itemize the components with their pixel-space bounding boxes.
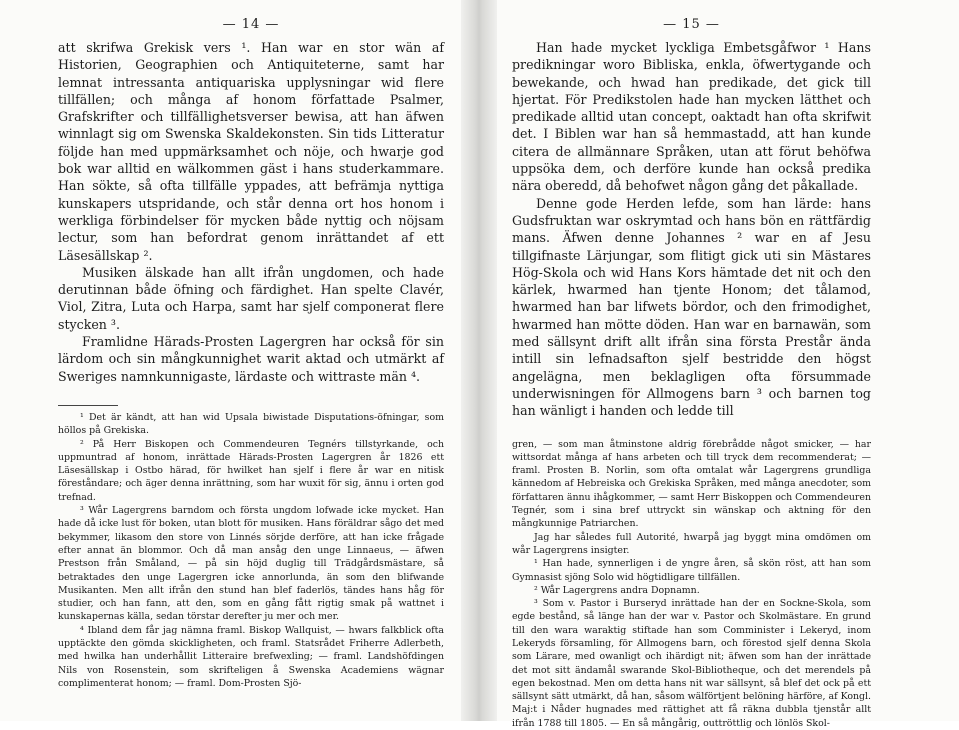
footnote: gren, — som man åtminstone aldrig förebrådde något smicker, — har wittsordat många af hans arbeten och till tryck dem recommenderat; — framl. Prosten B. Norlin, som ofta omtalat wår Lagergrens grundliga kännedom af Hebreiska och Grekiska Språken, med många anecdoter, som författaren ännu ihågkommer, — samt Herr Biskoppen och Commendeuren Tegnér, som i sina bref uttryckt sin wänskap och aktning för den mångkunnige Patriarchen. (512, 438, 871, 530)
body-text (512, 39, 871, 420)
footnote: ³ Wår Lagergrens barndom och första ungdom lofwade icke mycket. Han hade då icke lust för boken, utan blott för musiken. Hans föräldrar sågo det med bekymmer, likasom den store von Linnés sörjde derföre, att han icke frågade efter annat än blommor. Och då man ansåg den unge Linnaeus, — äfwen Prestson från Småland, — på sin höjd duglig till Trädgårdsmästare, så betraktades den unge Lagergren icke annorlunda, än som den blifwande Musikanten. Men allt ifrån den stund han blef faderlös, tändes hans håg för studier, och han fann, att den, som en gång fått rigtig smak på wattnet i kunskapernas källa, sedan törstar derefter ju mer och mer. (58, 505, 444, 623)
page-number: — 15 — (663, 17, 720, 32)
footnote: ³ Som v. Pastor i Burseryd inrättade han der en Sockne-Skola, som egde bestånd, så länge han der war v. Pastor och Skolmästare. En grund till den wara waraktig stiftade han som Comminister i Lekeryd, inom Lekeryds församling, för Allmogens barn, och förestod sjelf denna Skola som Lärare, med owanligt och ihärdigt nit; äfwen som han der inrättade det mot sitt ändamål swarande Skol-Bibliotheque, och det merendels på egen bekostnad. Men om detta hans nit war sällsynt, så blef det ock på ett sällsynt sätt utmärkt, då han, såsom wälförtjent belöning härföre, af Kongl. Maj:t i Nåder hugnades med rättighet att få räkna dubbla tjenstår allt ifrån 1788 till 1805. — En så mångårig, outtröttlig och lönlös Skol- (512, 598, 871, 729)
paragraph: Han hade mycket lyckliga Embetsgåfwor ¹ Hans predikningar woro Bibliska, enkla, öfwertygande och bewekande, och hwad han predikade, det gick till hjertat. För Predikstolen hade han mycken lätthet och predikade alltid utan concept, oaktadt han ofta skrifwit det. I Biblen war han så hemmastadd, att han kunde citera de allmännare Språken, utan att förut behöfwa uppsöka dem, och derföre kunde han också predika nära oberedd, då behofwet någon gång det påkallade. (512, 40, 871, 194)
page-number: — 14 — (222, 17, 280, 32)
footnote: ² På Herr Biskopen och Commendeuren Tegnérs tillstyrkande, och uppmuntrad af honom, inrättade Härads-Prosten Lagergren år 1826 ett Läsesällskap i Ostbo härad, för hwilket han sjelf i flere år war en nitisk föreståndare; och äger denna inrättning, som har wuxit för sig, ännu i orten god trefnad. (58, 438, 444, 503)
paragraph: Musiken älskade han allt ifrån ungdomen, och hade derutinnan både öfning och färdighet. Han spelte Clavér, Viol, Zitra, Luta och Harpa, samt har sjelf componerat flere stycken ³. (58, 264, 444, 332)
footnote: ² Wår Lagergrens andra Dopnamn. (534, 584, 700, 596)
footnote: ¹ Det är kändt, att han wid Upsala biwistade Disputations-öfningar, som höllos på Grekiska. (58, 411, 444, 437)
footnote-rule (58, 405, 118, 406)
paragraph: att skrifwa Grekisk vers ¹. Han war en stor wän af Historien, Geographien och Antiquiteterne, samt har lemnat intressanta antiquariska upplysningar wid flere tillfällen; och många af honom författade Psalmer, Grafskrifter och tillfällighetsverser bewisa, att han äfwen winnlagt sig om Swenska Skaldekonsten. Sin tids Litteratur följde han med uppmärksamhet och nöje, och hwarje god bok war alltid en wälkommen gäst i hans studerkammare. Han sökte, så ofta tillfälle yppades, att befrämja nyttiga kunskapers utspridande, och står denna ort hos honom i werkliga förbindelser för mycken både nyttig och nöjsam lectur, som han befordrat genom inrättandet af ett Läsesällskap ². (58, 40, 444, 263)
footnote: Jag har således full Autorité, hwarpå jag byggt mina omdömen om wår Lagergrens insigter. (512, 531, 871, 556)
footnotes (512, 438, 871, 730)
paragraph: Denne gode Herden lefde, som han lärde: hans Gudsfruktan war oskrymtad och hans bön en rättfärdig mans. Äfwen denne Johannes ² war en af Jesu tillgifnaste Lärjungar, som flitigt gick uti sin Mästares Hög-Skola och wid Hans Kors hämtade det nit och den kärlek, hwarmed han tjente Honom; det tålamod, hwarmed han bar lifwets bördor, och den frimodighet, hwarmed han mötte döden. Han war en barnawän, som med sällsynt drift allt ifrån sina första Prestår ända intill sin lefnadsafton sjelf bestridde den högst angelägna, men beklagligen ofta försummade underwisningen för Allmogens barn ³ och barnen tog han wänligt i handen och ledde till (512, 195, 871, 419)
footnote: ¹ Han hade, synnerligen i de yngre åren, så skön röst, att han som Gymnasist sjöng Solo wid högtidligare tillfällen. (512, 558, 871, 583)
right-page (512, 0, 871, 729)
book-gutter (461, 0, 497, 721)
paragraph: Framlidne Härads-Prosten Lagergren har också för sin lärdom och sin mångkunnighet warit aktad och utmärkt af Sweriges namnkunnigaste, lärdaste och wittraste män ⁴. (58, 334, 444, 384)
left-page (58, 0, 444, 721)
footnote: ⁴ Ibland dem får jag nämna framl. Biskop Wallquist, — hwars falkblick ofta upptäckte den gömda skickligheten, och framl. Statsrådet Friherre Adlerbeth, med hwilka han underhållit Litteraire brefwexling; — framl. Landshöfdingen Nils von Rosenstein, som skrifteligen å Swenska Academiens wägnar complimenterat honom; — framl. Dom-Prosten Sjö- (58, 624, 444, 689)
footnotes (58, 411, 444, 690)
body-text (58, 39, 444, 385)
